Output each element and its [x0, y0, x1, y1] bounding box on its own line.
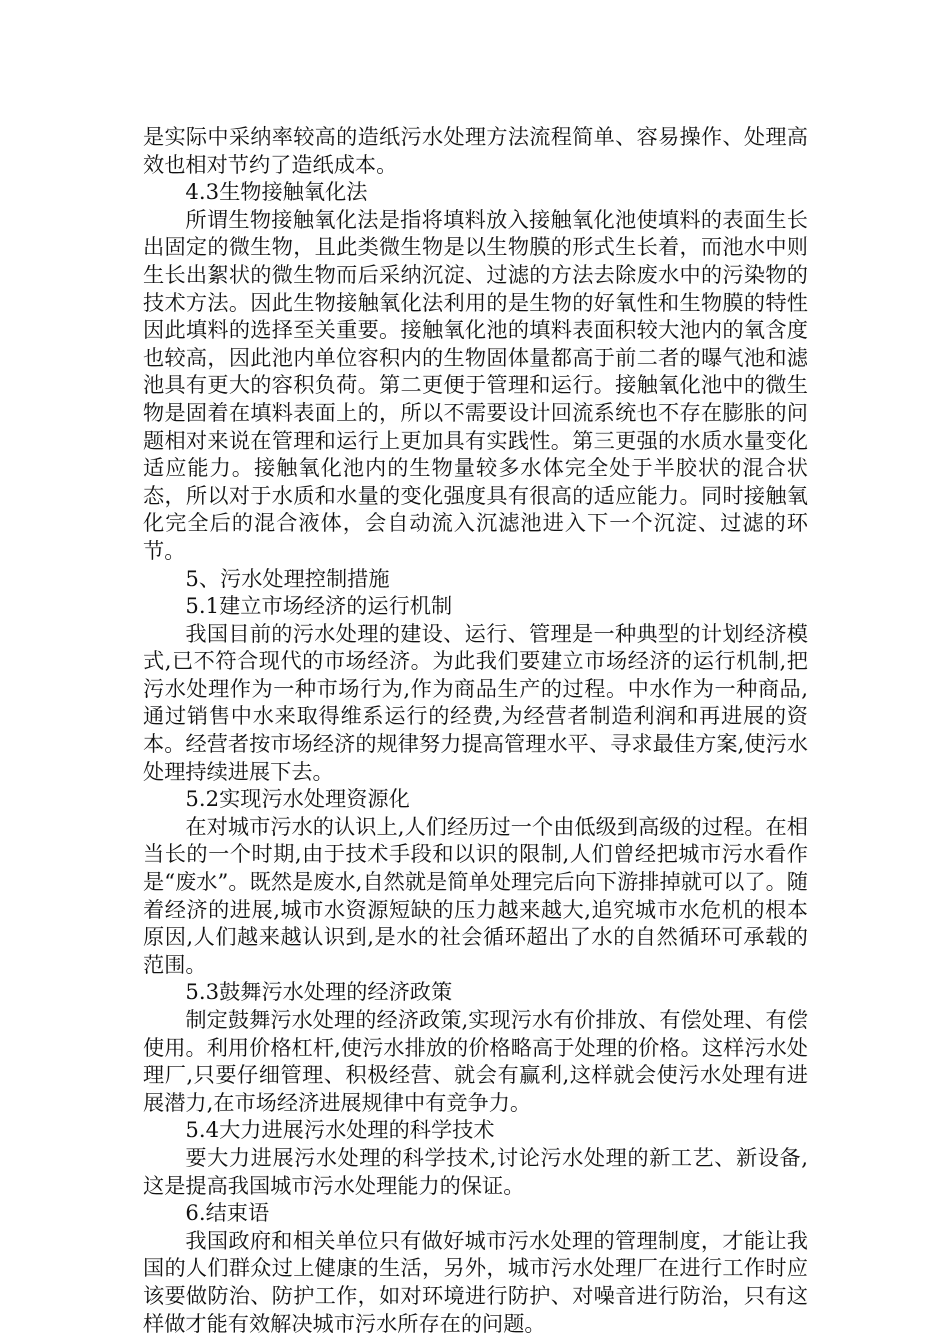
document-body — [143, 123, 808, 1337]
paragraph: 要大力进展污水处理的科学技术,讨论污水处理的新工艺、新设备,这是提高我国城市污水处理能力的保证。 — [143, 1144, 808, 1198]
paragraph: 所谓生物接触氧化法是指将填料放入接触氧化池使填料的表面生长出固定的微生物，且此类微生物是以生物膜的形式生长着，而池水中则生长出絮状的微生物而后采纳沉淀、过滤的方法去除废水中的污染物的技术方法。因此生物接触氧化法利用的是生物的好氧性和生物膜的特性因此填料的选择至关重要。接触氧化池的填料表面积较大池内的氧含度也较高，因此池内单位容积内的生物固体量都高于前二者的曝气池和滤池具有更大的容积负荷。第二更便于管理和运行。接触氧化池中的微生物是固着在填料表面上的，所以不需要设计回流系统也不存在膨胀的问题相对来说在管理和运行上更加具有实践性。第三更强的水质水量变化适应能力。接触氧化池内的生物量较多水体完全处于半胶状的混合状态，所以对于水质和水量的变化强度具有很高的适应能力。同时接触氧化完全后的混合液体，会自动流入沉滤池进入下一个沉淀、过滤的环节。 — [143, 206, 808, 563]
paragraph: 在对城市污水的认识上,人们经历过一个由低级到高级的过程。在相当长的一个时期,由于技术手段和以识的限制,人们曾经把城市污水看作是“废水”。既然是废水,自然就是简单处理完后向下游排掉就可以了。随着经济的进展,城市水资源短缺的压力越来越大,追究城市水危机的根本原因,人们越来越认识到,是水的社会循环超出了水的自然循环可承载的范围。 — [143, 813, 808, 977]
section-heading-5-4: 5.4大力进展污水处理的科学技术 — [185, 1117, 495, 1143]
paragraph: 我国政府和相关单位只有做好城市污水处理的管理制度，才能让我国的人们群众过上健康的生活，另外，城市污水处理厂在进行工作时应该要做防治、防护工作，如对环境进行防护、对噪音进行防治，只有这样做才能有效解决城市污水所存在的问题。 — [143, 1227, 808, 1336]
paragraph-continuation: 是实际中采纳率较高的造纸污水处理方法流程简单、容易操作、处理高效也相对节约了造纸成本。 — [143, 124, 808, 177]
section-heading-6: 6.结束语 — [185, 1200, 270, 1226]
section-heading-5: 5、污水处理控制措施 — [185, 565, 390, 591]
section-heading-4-3: 4.3生物接触氧化法 — [185, 179, 368, 205]
paragraph: 我国目前的污水处理的建设、运行、管理是一种典型的计划经济模式,已不符合现代的市场经济。为此我们要建立市场经济的运行机制,把污水处理作为一种市场行为,作为商品生产的过程。中水作为一种商品,通过销售中水来取得维系运行的经费,为经营者制造利润和再进展的资本。经营者按市场经济的规律努力提高管理水平、寻求最佳方案,使污水处理持续进展下去。 — [143, 620, 808, 784]
section-heading-5-3: 5.3鼓舞污水处理的经济政策 — [185, 979, 453, 1005]
paragraph: 制定鼓舞污水处理的经济政策,实现污水有价排放、有偿处理、有偿使用。利用价格杠杆,使污水排放的价格略高于处理的价格。这样污水处理厂,只要仔细管理、积极经营、就会有赢利,这样就会使污水处理有进展潜力,在市场经济进展规律中有竞争力。 — [143, 1007, 808, 1115]
section-heading-5-2: 5.2实现污水处理资源化 — [185, 786, 410, 812]
section-heading-5-1: 5.1建立市场经济的运行机制 — [185, 593, 453, 619]
